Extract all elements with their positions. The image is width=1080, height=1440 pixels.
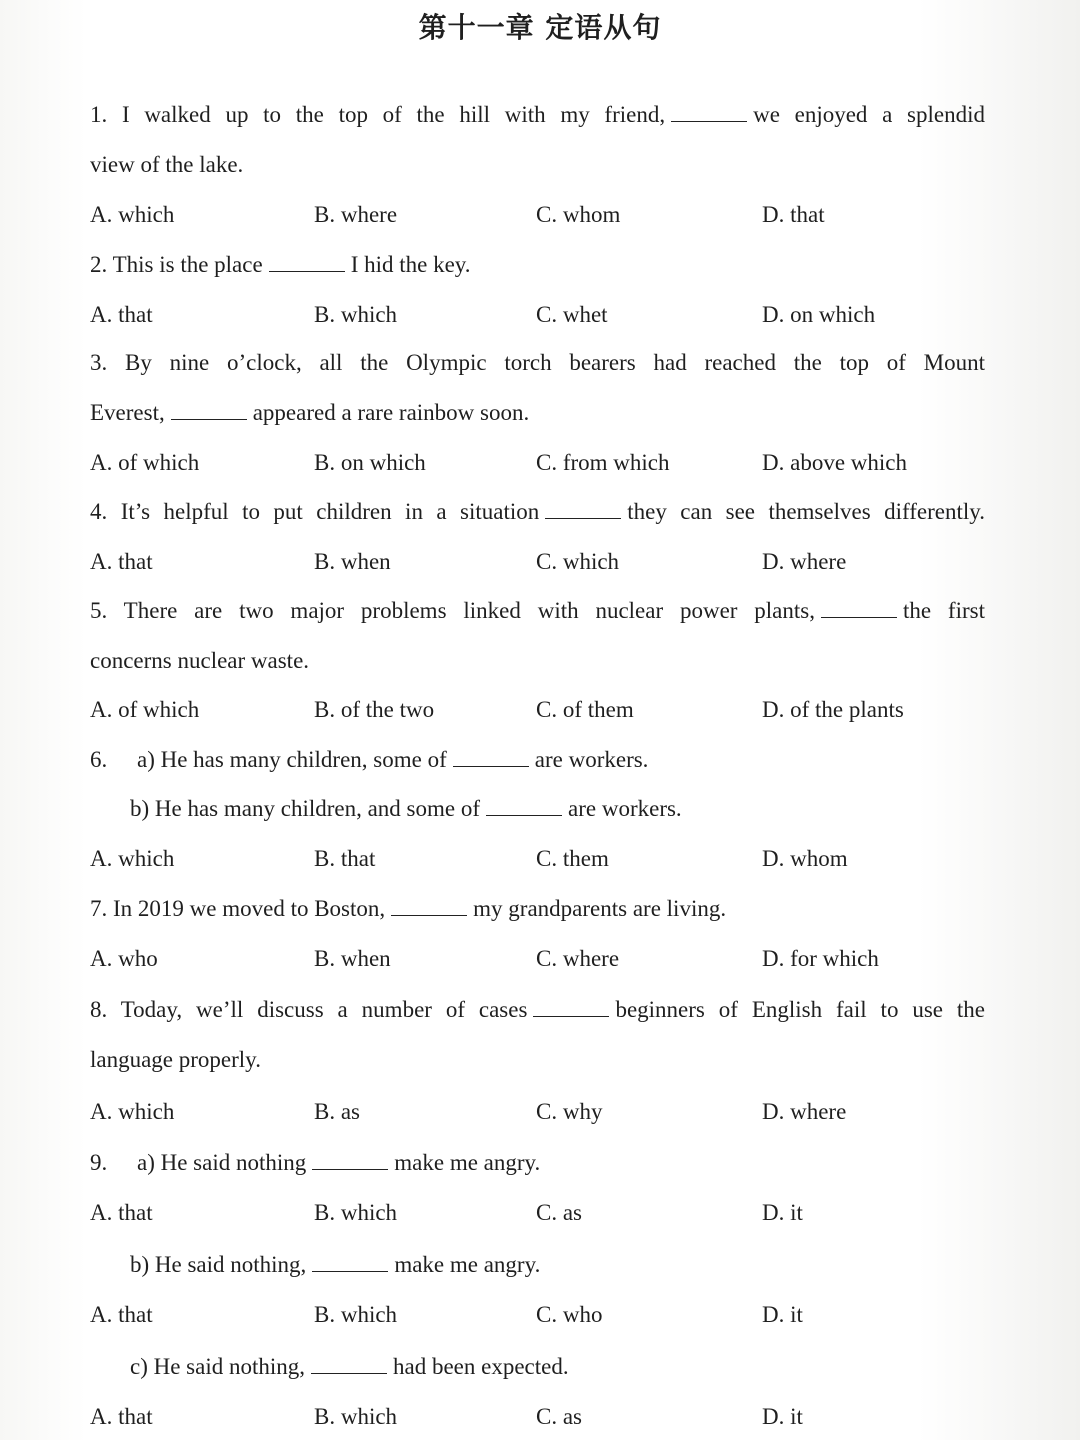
option-c: C. them: [536, 846, 609, 871]
option-b: B. which: [314, 1302, 398, 1327]
question-9-line-c: c) He said nothing, had been expected.: [130, 1354, 569, 1379]
option-b: B. when: [314, 946, 391, 971]
question-4-options: [90, 547, 985, 577]
question-1-line-1: 1. I walked up to the top of the hill with my friend, we enjoyed a splendid: [90, 102, 985, 127]
option-c: C. who: [536, 1302, 603, 1327]
option-c: C. from which: [536, 450, 670, 475]
option-d: D. it: [762, 1302, 803, 1327]
option-b: B. when: [314, 549, 391, 574]
question-6-number: 6.: [90, 747, 108, 772]
question-6-options: [90, 844, 985, 874]
option-b: B. as: [314, 1099, 360, 1124]
question-8-line-1: 8. Today, we’ll discuss a number of cases beginners of English fail to use the: [90, 997, 986, 1022]
option-b: B. which: [314, 1404, 398, 1429]
option-c: C. whet: [536, 302, 608, 327]
answer-blank: [486, 797, 562, 816]
question-2-options: [90, 300, 985, 330]
question-3-line-1: 3. By nine o’clock, all the Olympic torch bearers had reached the top of Mount: [90, 350, 985, 375]
option-a: A. which: [90, 1099, 175, 1124]
answer-blank: [453, 748, 529, 767]
option-a: A. that: [90, 1404, 153, 1429]
answer-blank: [171, 401, 247, 420]
option-a: A. that: [90, 549, 153, 574]
question-3-options: [90, 448, 985, 478]
option-d: D. where: [762, 1099, 847, 1124]
option-b: B. which: [314, 302, 398, 327]
option-d: D. that: [762, 202, 825, 227]
question-9a-options: [90, 1198, 985, 1228]
option-c: C. where: [536, 946, 620, 971]
question-6-line-b: b) He has many children, and some of are workers.: [130, 796, 682, 821]
option-a: A. who: [90, 946, 158, 971]
question-2-line-1: 2. This is the place I hid the key.: [90, 252, 471, 277]
question-7-line-1: 7. In 2019 we moved to Boston, my grandparents are living.: [90, 896, 727, 921]
option-d: D. where: [762, 549, 847, 574]
question-3-line-2: Everest, appeared a rare rainbow soon.: [90, 400, 530, 425]
option-d: D. whom: [762, 846, 848, 871]
option-b: B. that: [314, 846, 376, 871]
question-5-options: [90, 695, 985, 725]
answer-blank: [391, 897, 467, 916]
option-b: B. where: [314, 202, 398, 227]
answer-blank: [671, 103, 747, 122]
option-c: C. which: [536, 549, 620, 574]
option-c: C. as: [536, 1200, 582, 1225]
question-5-line-1: 5. There are two major problems linked with nuclear power plants, the first: [90, 598, 985, 623]
option-c: C. as: [536, 1404, 582, 1429]
question-7-options: [90, 944, 985, 974]
option-d: D. for which: [762, 946, 879, 971]
answer-blank: [311, 1355, 387, 1374]
option-a: A. that: [90, 302, 153, 327]
option-c: C. why: [536, 1099, 603, 1124]
question-8-line-2: language properly.: [90, 1047, 261, 1072]
answer-blank: [312, 1151, 388, 1170]
question-9-line-a: a) He said nothing make me angry.: [137, 1150, 541, 1175]
option-a: A. that: [90, 1200, 153, 1225]
question-1-options: [90, 200, 985, 230]
answer-blank: [545, 500, 621, 519]
option-b: B. which: [314, 1200, 398, 1225]
option-c: C. whom: [536, 202, 621, 227]
option-c: C. of them: [536, 697, 634, 722]
question-9b-options: [90, 1300, 985, 1330]
option-d: D. it: [762, 1404, 803, 1429]
option-d: D. it: [762, 1200, 803, 1225]
answer-blank: [533, 998, 609, 1017]
question-4-line-1: 4. It’s helpful to put children in a situation they can see themselves differently.: [90, 499, 985, 524]
answer-blank: [821, 599, 897, 618]
option-b: B. of the two: [314, 697, 435, 722]
answer-blank: [269, 253, 345, 272]
option-a: A. which: [90, 202, 175, 227]
question-5-line-2: concerns nuclear waste.: [90, 648, 310, 673]
option-a: A. of which: [90, 697, 200, 722]
option-d: D. above which: [762, 450, 907, 475]
question-9-line-b: b) He said nothing, make me angry.: [130, 1252, 541, 1277]
chapter-title: 第十一章 定语从句: [418, 11, 662, 44]
question-9-number: 9.: [90, 1150, 108, 1175]
option-a: A. that: [90, 1302, 153, 1327]
question-8-options: [90, 1097, 985, 1127]
option-b: B. on which: [314, 450, 426, 475]
question-6-line-a: a) He has many children, some of are workers.: [137, 747, 649, 772]
option-a: A. of which: [90, 450, 200, 475]
option-d: D. of the plants: [762, 697, 904, 722]
option-a: A. which: [90, 846, 175, 871]
question-9c-options: [90, 1402, 985, 1432]
answer-blank: [312, 1253, 388, 1272]
question-1-line-2: view of the lake.: [90, 152, 244, 177]
option-d: D. on which: [762, 302, 876, 327]
